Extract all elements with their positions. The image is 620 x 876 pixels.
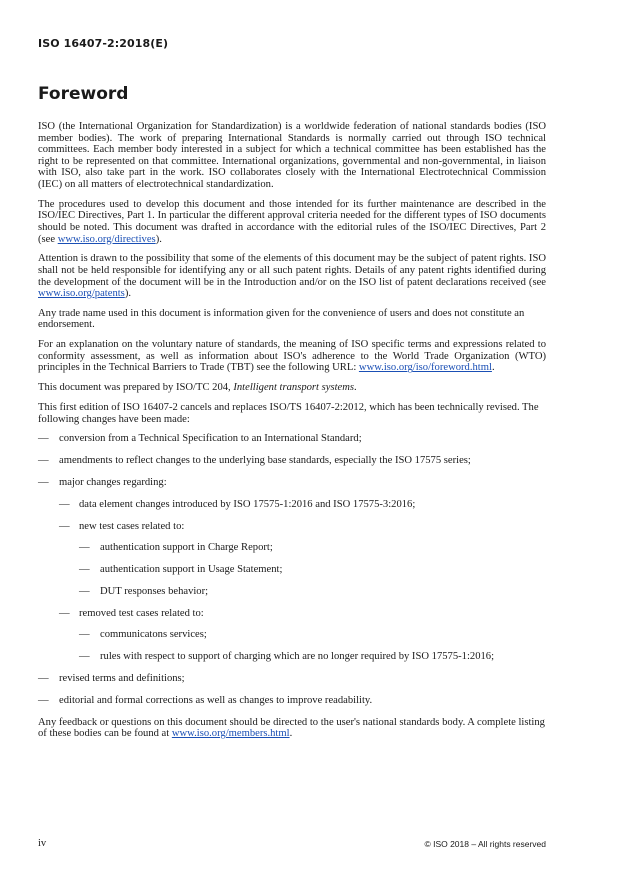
dash-bullet: — [79,651,90,663]
paragraph-patents [38,253,546,299]
directives-link[interactable]: www.iso.org/directives [57,233,156,245]
dash-bullet: — [38,694,49,706]
patents-link[interactable]: www.iso.org/patents [38,288,125,300]
paragraph-trade-name: Any trade name used in this document is information given for the convenience of users and does not constitute an endorsement. [38,307,525,331]
list-item-text: communicatons services; [100,629,207,641]
list-item-text: rules with respect to support of charging which are no longer required by ISO 17575-1:2016; [100,651,495,663]
paragraph-prepared-by [38,382,546,394]
dash-bullet: — [79,585,90,597]
list-item [38,673,546,685]
paragraph-feedback [38,717,546,740]
dash-bullet: — [59,520,70,532]
list-item [38,564,546,576]
list-item [38,629,546,641]
paragraph-iso-intro: ISO (the International Organization for Standardization) is a worldwide federation of national standards bodies (ISO member bodies). The work of preparing International Standards is normally carried out through ISO technical committees. Each member body interested in a subject for which a technical committee has been established has the right to be represented on that committee. International organizations, governmental and non-governmental, in liaison with ISO, also take part in the work. ISO collaborates closely with the International Electrotechnical Commission (IEC) on all matters of electrotechnical standardization. [38,121,546,190]
list-item-text: amendments to reflect changes to the underlying base standards, especially the ISO 17575 series; [59,455,471,467]
document-body [38,121,546,748]
dash-bullet: — [38,672,49,684]
paragraph-text: The procedures used to develop this document and those intended for its further maintenance are described in the ISO/IEC Directives, Part 1. In particular the different approval criteria needed for the different types of ISO documents should be noted. This document was drafted in accordance with the editorial rules of the ISO/IEC Directives, Part 2 (see [38,198,546,245]
list-item-text: conversion from a Technical Specification to an International Standard; [59,433,362,445]
paragraph-end: . [354,382,357,394]
document-id-header: ISO 16407-2:2018(E) [38,37,169,50]
list-item-text: new test cases related to: [79,520,185,532]
list-item [38,586,546,598]
list-item-text: DUT responses behavior; [100,585,209,597]
list-item [38,477,546,489]
list-item-text: authentication support in Charge Report; [100,542,273,554]
dash-bullet: — [38,433,49,445]
list-item [38,542,546,554]
dash-bullet: — [59,607,70,619]
dash-bullet: — [38,476,49,488]
dash-bullet: — [79,542,90,554]
paragraph-voluntary-nature [38,339,546,374]
members-link[interactable]: www.iso.org/members.html [171,728,290,740]
dash-bullet: — [79,564,90,576]
paragraph-edition: This first edition of ISO 16407-2 cancels and replaces ISO/TS 16407-2:2012, which has been technically revised. The following changes have been made: [38,402,539,425]
list-item [38,608,546,620]
paragraph-end: ). [155,233,162,245]
list-item-text: authentication support in Usage Statement; [100,564,283,576]
list-item [38,499,546,511]
list-item-text: revised terms and definitions; [59,672,185,684]
list-item [38,433,546,445]
paragraph-text: For an explanation on the voluntary nature of standards, the meaning of ISO specific terms and expressions related to conformity assessment, as well as information about ISO's adherence to the World Trade Organization (WTO) principles in the Technical Barriers to Trade (TBT) see the following URL: [38,339,546,374]
list-item-text: data element changes introduced by ISO 17575-1:2016 and ISO 17575-3:2016; [79,498,416,510]
paragraph-end: . [491,362,495,374]
list-item [38,455,546,467]
list-item-text: major changes regarding: [59,476,167,488]
list-item [38,521,546,533]
dash-bullet: — [59,498,70,510]
committee-title: Intelligent transport systems [233,382,355,394]
copyright-notice: © ISO 2018 – All rights reserved [424,839,546,849]
foreword-link[interactable]: www.iso.org/iso/foreword.html [358,362,492,374]
paragraph-text: Any feedback or questions on this document should be directed to the user's national standards body. A complete listing of these bodies can be found at [38,716,545,740]
page-number: iv [38,838,47,849]
paragraph-end: ). [124,288,131,300]
paragraph-text: Attention is drawn to the possibility that some of the elements of this document may be the subject of patent rights. ISO shall not be held responsible for identifying any or all such patent rights. Details of any patent rights identified during the development of the document will be in the Introduction and/or on the ISO list of patent declarations received (see [38,253,546,288]
list-item [38,695,546,707]
paragraph-procedures [38,199,546,245]
paragraph-end: . [289,728,293,740]
list-item [38,651,546,663]
page-title: Foreword [38,84,129,104]
dash-bullet: — [79,629,90,641]
paragraph-text: This document was prepared by ISO/TC 204, [38,382,234,394]
list-item-text: removed test cases related to: [79,607,204,619]
dash-bullet: — [38,455,49,467]
list-item-text: editorial and formal corrections as well as changes to improve readability. [59,694,373,706]
